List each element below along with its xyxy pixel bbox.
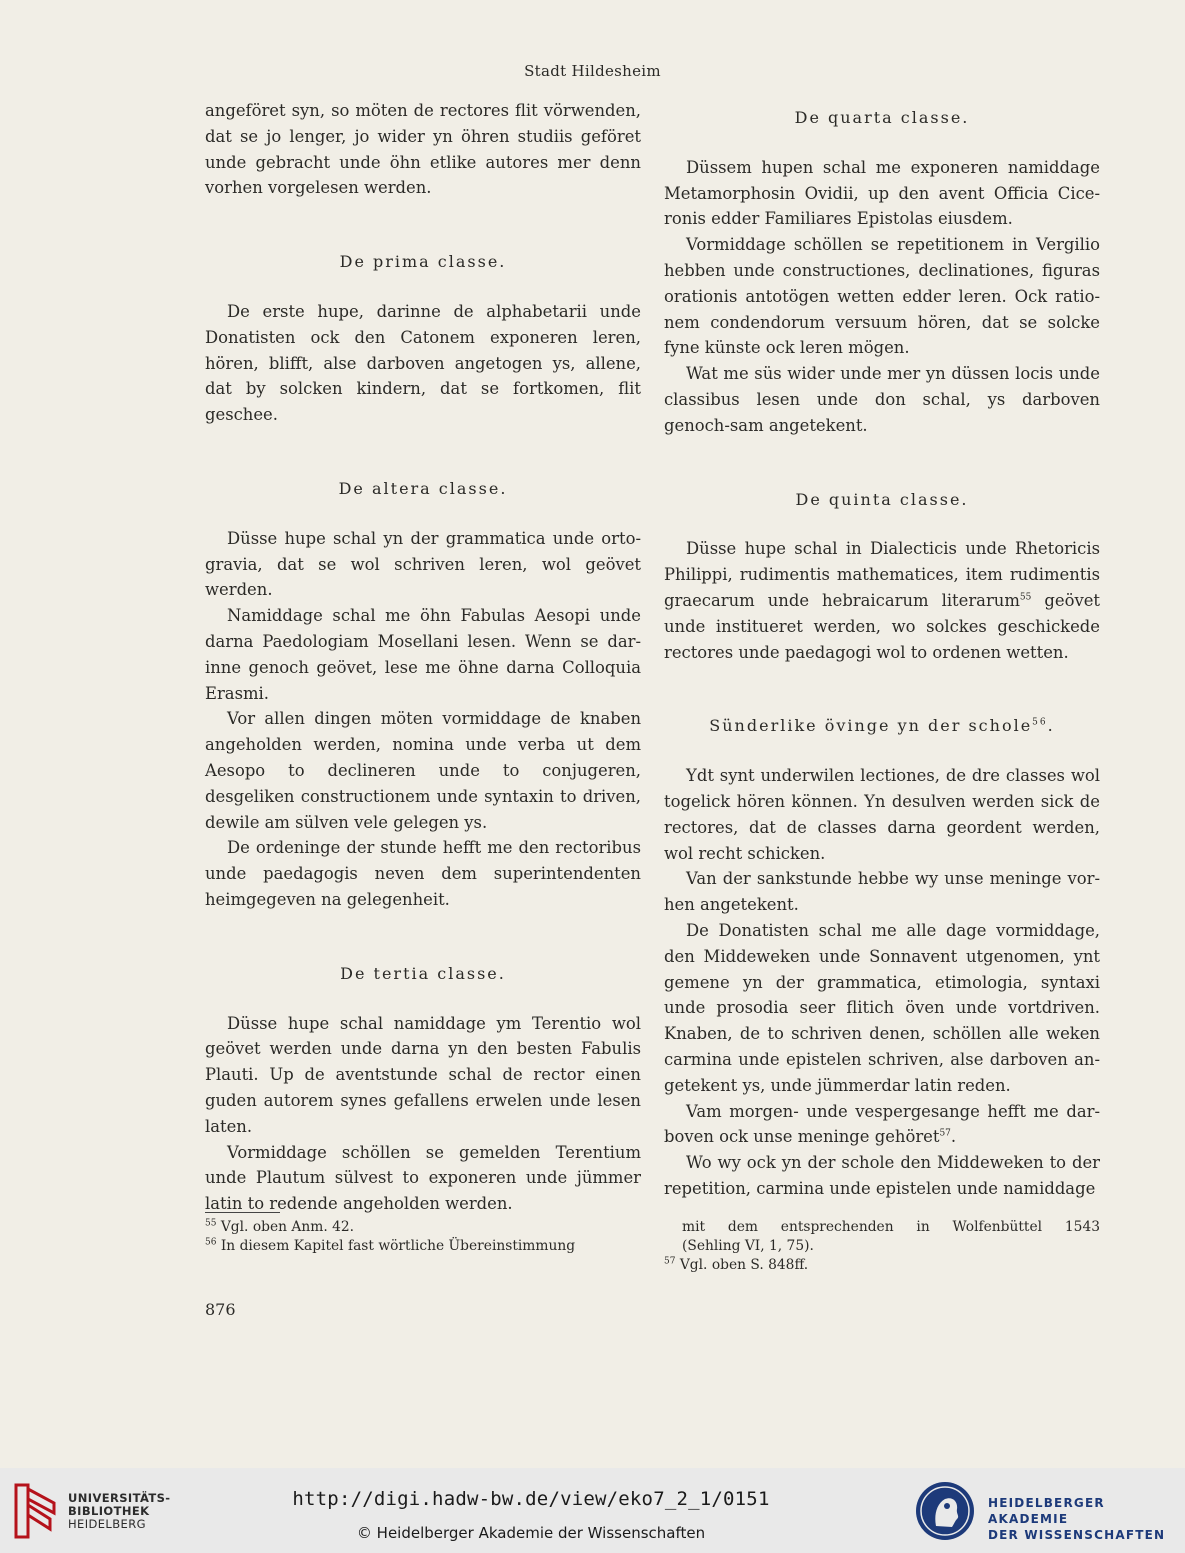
section-heading: De prima classe. <box>339 252 507 272</box>
paragraph: Wat me süs wider unde mer yn düssen locis unde classibus lesen unde don schal, ys darboven genoch-sam angetekent. <box>664 364 1100 435</box>
paragraph: Wo wy ock yn der schole den Middeweken to der repetition, carmina unde epistelen unde namiddage <box>664 1153 1100 1198</box>
footnote-56-reference: (Sehling VI, 1, 75). <box>682 1238 814 1254</box>
paragraph: Vam morgen- unde vespergesange hefft me dar-boven ock unse meninge gehöret$^{57}$. <box>664 1101 1100 1147</box>
paragraph: Vor allen dingen möten vormiddage de knaben angeholden werden, nomina unde verba ut dem Aesopo to declineren unde to conjugeren, desgeliken constructionem unde syntaxin to driven, dewile am sülven vele gelegen ys. <box>205 709 641 832</box>
paragraph: Namiddage schal me öhn Fabulas Aesopi unde darna Paedologiam Mosellani lesen. Wenn se dar-inne genoch geövet, lese me öhne darna Colloquia Erasmi. <box>205 606 641 703</box>
footnote-marker[interactable]: 55 <box>1019 592 1032 603</box>
paragraph: Düsse hupe schal namiddage ym Terentio wol geövet werden unde darna yn den besten Fabulis Plauti. Up de aventstunde schal de rector einen guden autorem synes gefallens erwelen unde lesen laten. <box>205 1013 641 1136</box>
section-heading: De quarta classe. <box>794 108 970 127</box>
paragraph: De ordeninge der stunde hefft me den rectoribus unde paedagogis neven dem superintendenten heimgegeven na gelegenheit. <box>205 838 641 909</box>
section-heading: De quinta classe. <box>795 489 969 509</box>
footnote-57: $^{57}$ Vgl. oben S. 848ff. <box>664 1256 809 1273</box>
copyright-notice: © Heidelberger Akademie der Wissenschaften <box>356 1524 706 1542</box>
hadw-line-1: HEIDELBERGER AKADEMIE <box>988 1496 1105 1526</box>
footnote-56: $^{56}$ In diesem Kapitel fast wörtliche Übereinstimmung <box>205 1237 576 1254</box>
hadw-line-2: DER WISSENSCHAFTEN <box>988 1528 1166 1542</box>
paragraph: De Donatisten schal me alle dage vormiddage, den Middeweken unde Sonnavent utgenomen, ynt gemene yn der grammatica, etimologia, syntaxi unde prosodia seer flitich öven unde vortdriven. Knaben, de to schriven denen, schöllen alle weken carmina unde epistelen schriven, alse darboven an-getekent ys, unde jümmerdar latin reden. <box>664 920 1100 1095</box>
paragraph: Ydt synt underwilen lectiones, de dre classes wol togelick hören können. Yn desulven werden sick de rectores, dat de classes darna geordent werden, wol recht schicken. <box>664 766 1100 863</box>
ub-line-2: BIBLIOTHEK <box>68 1504 150 1518</box>
paragraph: De erste hupe, darinne de alphabetarii unde Donatisten ock den Catonem exponeren leren, hören, blifft, alse darboven angetogen ys, allene, dat by solcken kindern, dat se fortkomen, flit geschee. <box>205 301 641 425</box>
paragraph: Vormiddage schöllen se repetitionem in Vergilio hebben unde constructiones, declinationes, figuras orationis antotögen wetten edder leren. Ock ratio-nem condendorum versuum hören, dat se solcke fyne künste ock leren mögen. <box>664 235 1100 358</box>
paragraph: Düsse hupe schal yn der grammatica unde orto-gravia, dat se wol schriven leren, wol geövet werden. <box>205 528 641 600</box>
hadw-seal-icon[interactable] <box>914 1480 976 1542</box>
section-heading: Sünderlike övinge yn der schole$^{56}$. <box>709 716 1055 736</box>
paragraph: angeföret syn, so möten de rectores flit vörwenden, dat se jo lenger, jo wider yn öhren studiis geföret unde gebracht unde öhn etlike autores mer denn vorhen vorgelesen werden. <box>205 101 641 198</box>
footnote-marker[interactable]: 57 <box>939 1128 951 1139</box>
hadw-wordmark[interactable] <box>988 1495 1185 1543</box>
paragraph: Van der sankstunde hebbe wy unse meninge vor-hen angetekent. <box>664 869 1100 915</box>
footnote-56-continued: mit dem entsprechenden in Wolfenbüttel 1543 <box>682 1219 1100 1235</box>
section-heading: De altera classe. <box>338 478 508 498</box>
footnotes-left <box>205 1218 641 1256</box>
footer-bar <box>0 1468 1185 1553</box>
paragraph: Düssem hupen schal me exponeren namiddage Metamorphosin Ovidii, up den avent Officia Cice-ronis edder Familiares Epistolas eiusdem. <box>664 157 1100 229</box>
footnote-rule <box>205 1212 280 1213</box>
left-column <box>205 98 641 1217</box>
paragraph: Vormiddage schöllen se gemelden Terentium unde Plautum sülvest to exponeren unde jümmer latin to redende angeholden werden. <box>205 1142 641 1214</box>
footnote-55: $^{55}$ Vgl. oben Anm. 42. <box>205 1218 355 1235</box>
permalink-url[interactable]: http://digi.hadw-bw.de/view/eko7_2_1/0151 <box>292 1488 770 1510</box>
right-column <box>664 98 1100 1202</box>
footnote-marker[interactable]: 56 <box>1032 718 1048 729</box>
page-number: 876 <box>205 1300 236 1319</box>
footnotes-right <box>664 1218 1100 1275</box>
ub-line-3: HEIDELBERG <box>68 1517 146 1531</box>
section-heading: De tertia classe. <box>340 963 506 983</box>
paragraph: Düsse hupe schal in Dialecticis unde Rhetoricis Philippi, rudimentis mathematices, item rudimentis graecarum unde hebraicarum literarum$^{55}$ geövet unde institueret werden, wo solckes geschickede rectores unde paedagogi wol to ordenen wetten. <box>664 539 1100 662</box>
ub-line-1: UNIVERSITÄTS- <box>68 1491 171 1505</box>
running-head: Stadt Hildesheim <box>524 62 661 80</box>
